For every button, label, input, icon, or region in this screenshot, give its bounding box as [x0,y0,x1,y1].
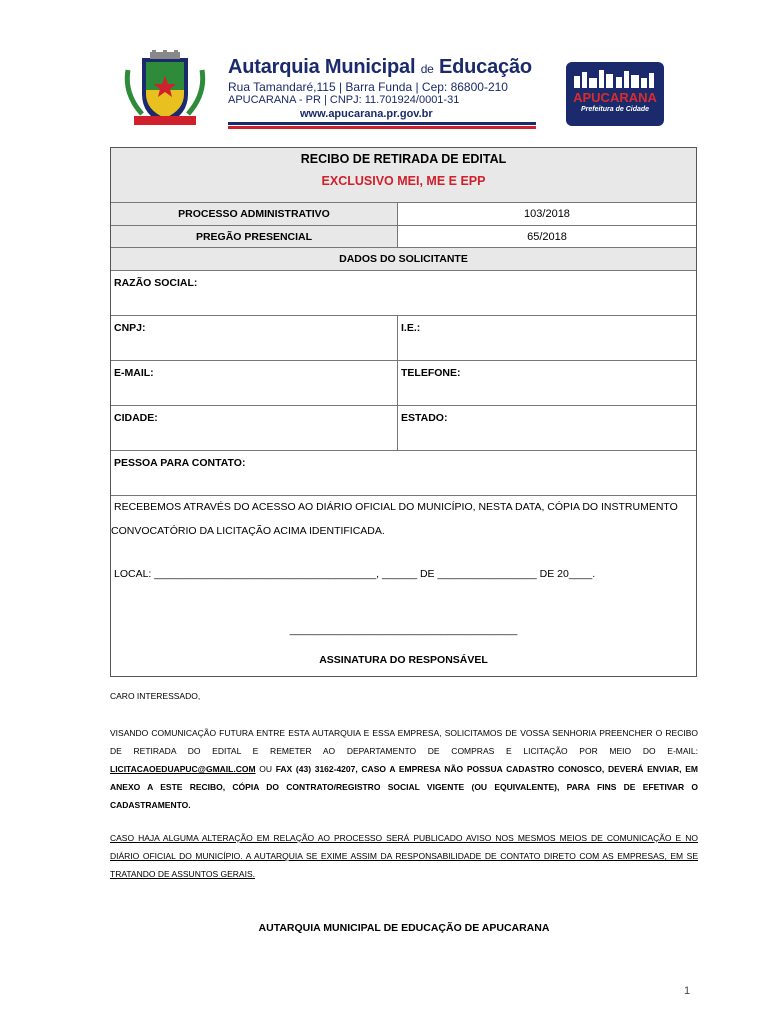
razao-social-label: RAZÃO SOCIAL: [114,277,198,289]
header-stripe-red [228,126,536,129]
header-address: Rua Tamandaré,115 | Barra Funda | Cep: 86800-210 [228,80,508,94]
notes-p1-line5: CADASTRAMENTO. [110,800,191,810]
apucarana-logo [566,62,664,126]
cidade-estado-row [111,406,696,451]
notes-fax-text: FAX (43) 3162-4207, CASO A EMPRESA NÃO POSSUA CADASTRO CONOSCO, DEVERÁ ENVIAR, EM [275,764,698,774]
header-website: www.apucarana.pr.gov.br [300,108,433,120]
processo-row [111,203,696,226]
logo-name: APUCARANA [573,90,657,105]
header-stripe-navy [228,122,536,125]
municipal-coat-of-arms-icon [122,50,208,128]
signature-label: ASSINATURA DO RESPONSÁVEL [319,654,488,666]
notes-p1-line3 [110,760,698,778]
signature-line[interactable]: _______________________________________ [289,624,518,636]
city-skyline-icon [572,68,658,88]
notes-p2-line3: TRATANDO DE ASSUNTOS GERAIS. [110,869,255,879]
pregao-row [111,226,696,248]
processo-label: PROCESSO ADMINISTRATIVO [111,203,398,225]
ie-field[interactable]: I.E.: [401,322,421,334]
processo-value: 103/2018 [524,208,570,220]
telefone-field[interactable]: TELEFONE: [401,367,461,379]
contato-label: PESSOA PARA CONTATO: [114,457,246,469]
cnpj-ie-row [111,316,696,361]
notes-p2-line2: DIÁRIO OFICIAL DO MUNICÍPIO. A AUTARQUIA SE EXIME ASSIM DA RESPONSABILIDADE DE CONTATO DIRETO COM AS EMPRESAS, EM SE [110,851,698,861]
local-date-line[interactable]: LOCAL: ______________________________________, ______ DE _________________ DE 20____. [114,568,596,580]
logo-subtitle: Prefeitura de Cidade [580,106,650,113]
notes-p1-line1: VISANDO COMUNICAÇÃO FUTURA ENTRE ESTA AUTARQUIA E ESSA EMPRESA, SOLICITAMOS DE VOSSA SENHORIA PREENCHER O RECIBO [110,728,698,738]
form-subtitle: EXCLUSIVO MEI, ME E EPP [321,174,486,188]
email-telefone-row [111,361,696,406]
notes-or-text: OU [255,764,276,774]
header-title: Autarquia Municipal de Educação [228,56,532,78]
form-title-row [111,148,696,203]
notes-greeting: CARO INTERESSADO, [110,691,201,701]
footer-title: AUTARQUIA MUNICIPAL DE EDUCAÇÃO DE APUCARANA [258,922,550,934]
receipt-form [110,147,697,677]
page-number: 1 [684,985,691,997]
contato-field[interactable] [111,451,696,496]
declaration-line1: RECEBEMOS ATRAVÉS DO ACESSO AO DIÁRIO OFICIAL DO MUNICÍPIO, NESTA DATA, CÓPIA DO INSTRUMENTO [114,501,678,513]
pregao-value: 65/2018 [527,231,567,243]
notes-paragraph-2 [110,829,698,883]
notes-paragraph-1 [110,724,698,814]
pregao-label: PREGÃO PRESENCIAL [111,226,398,247]
notes-p1-line4: ANEXO A ESTE RECIBO, CÓPIA DO CONTRATO/REGISTRO SOCIAL VIGENTE (OU EQUIVALENTE), PARA FINS DE EFETIVAR O [110,782,698,792]
dados-header: DADOS DO SOLICITANTE [111,248,696,271]
notes-p2-line1: CASO HAJA ALGUMA ALTERAÇÃO EM RELAÇÃO AO PROCESSO SERÁ PUBLICADO AVISO NOS MESMOS MEIOS DE COMUNICAÇÃO E NO [110,833,698,843]
email-field[interactable]: E-MAIL: [111,361,398,405]
form-title: RECIBO DE RETIRADA DE EDITAL [300,152,507,166]
header-city-cnpj: APUCARANA - PR | CNPJ: 11.701924/0001-31 [228,94,460,106]
declaration-block [111,496,696,676]
cnpj-field[interactable]: CNPJ: [111,316,398,360]
cidade-field[interactable]: CIDADE: [111,406,398,450]
razao-social-field[interactable] [111,271,696,316]
contact-email-link[interactable]: LICITACAOEDUAPUC@GMAIL.COM [110,764,256,774]
notes-p1-line2: DE RETIRADA DO EDITAL E REMETER AO DEPARTAMENTO DE COMPRAS E LICITAÇÃO POR MEIO DO E-MAIL: [110,746,698,756]
declaration-line2: CONVOCATÓRIO DA LICITAÇÃO ACIMA IDENTIFICADA. [111,525,385,537]
estado-field[interactable]: ESTADO: [401,412,448,424]
